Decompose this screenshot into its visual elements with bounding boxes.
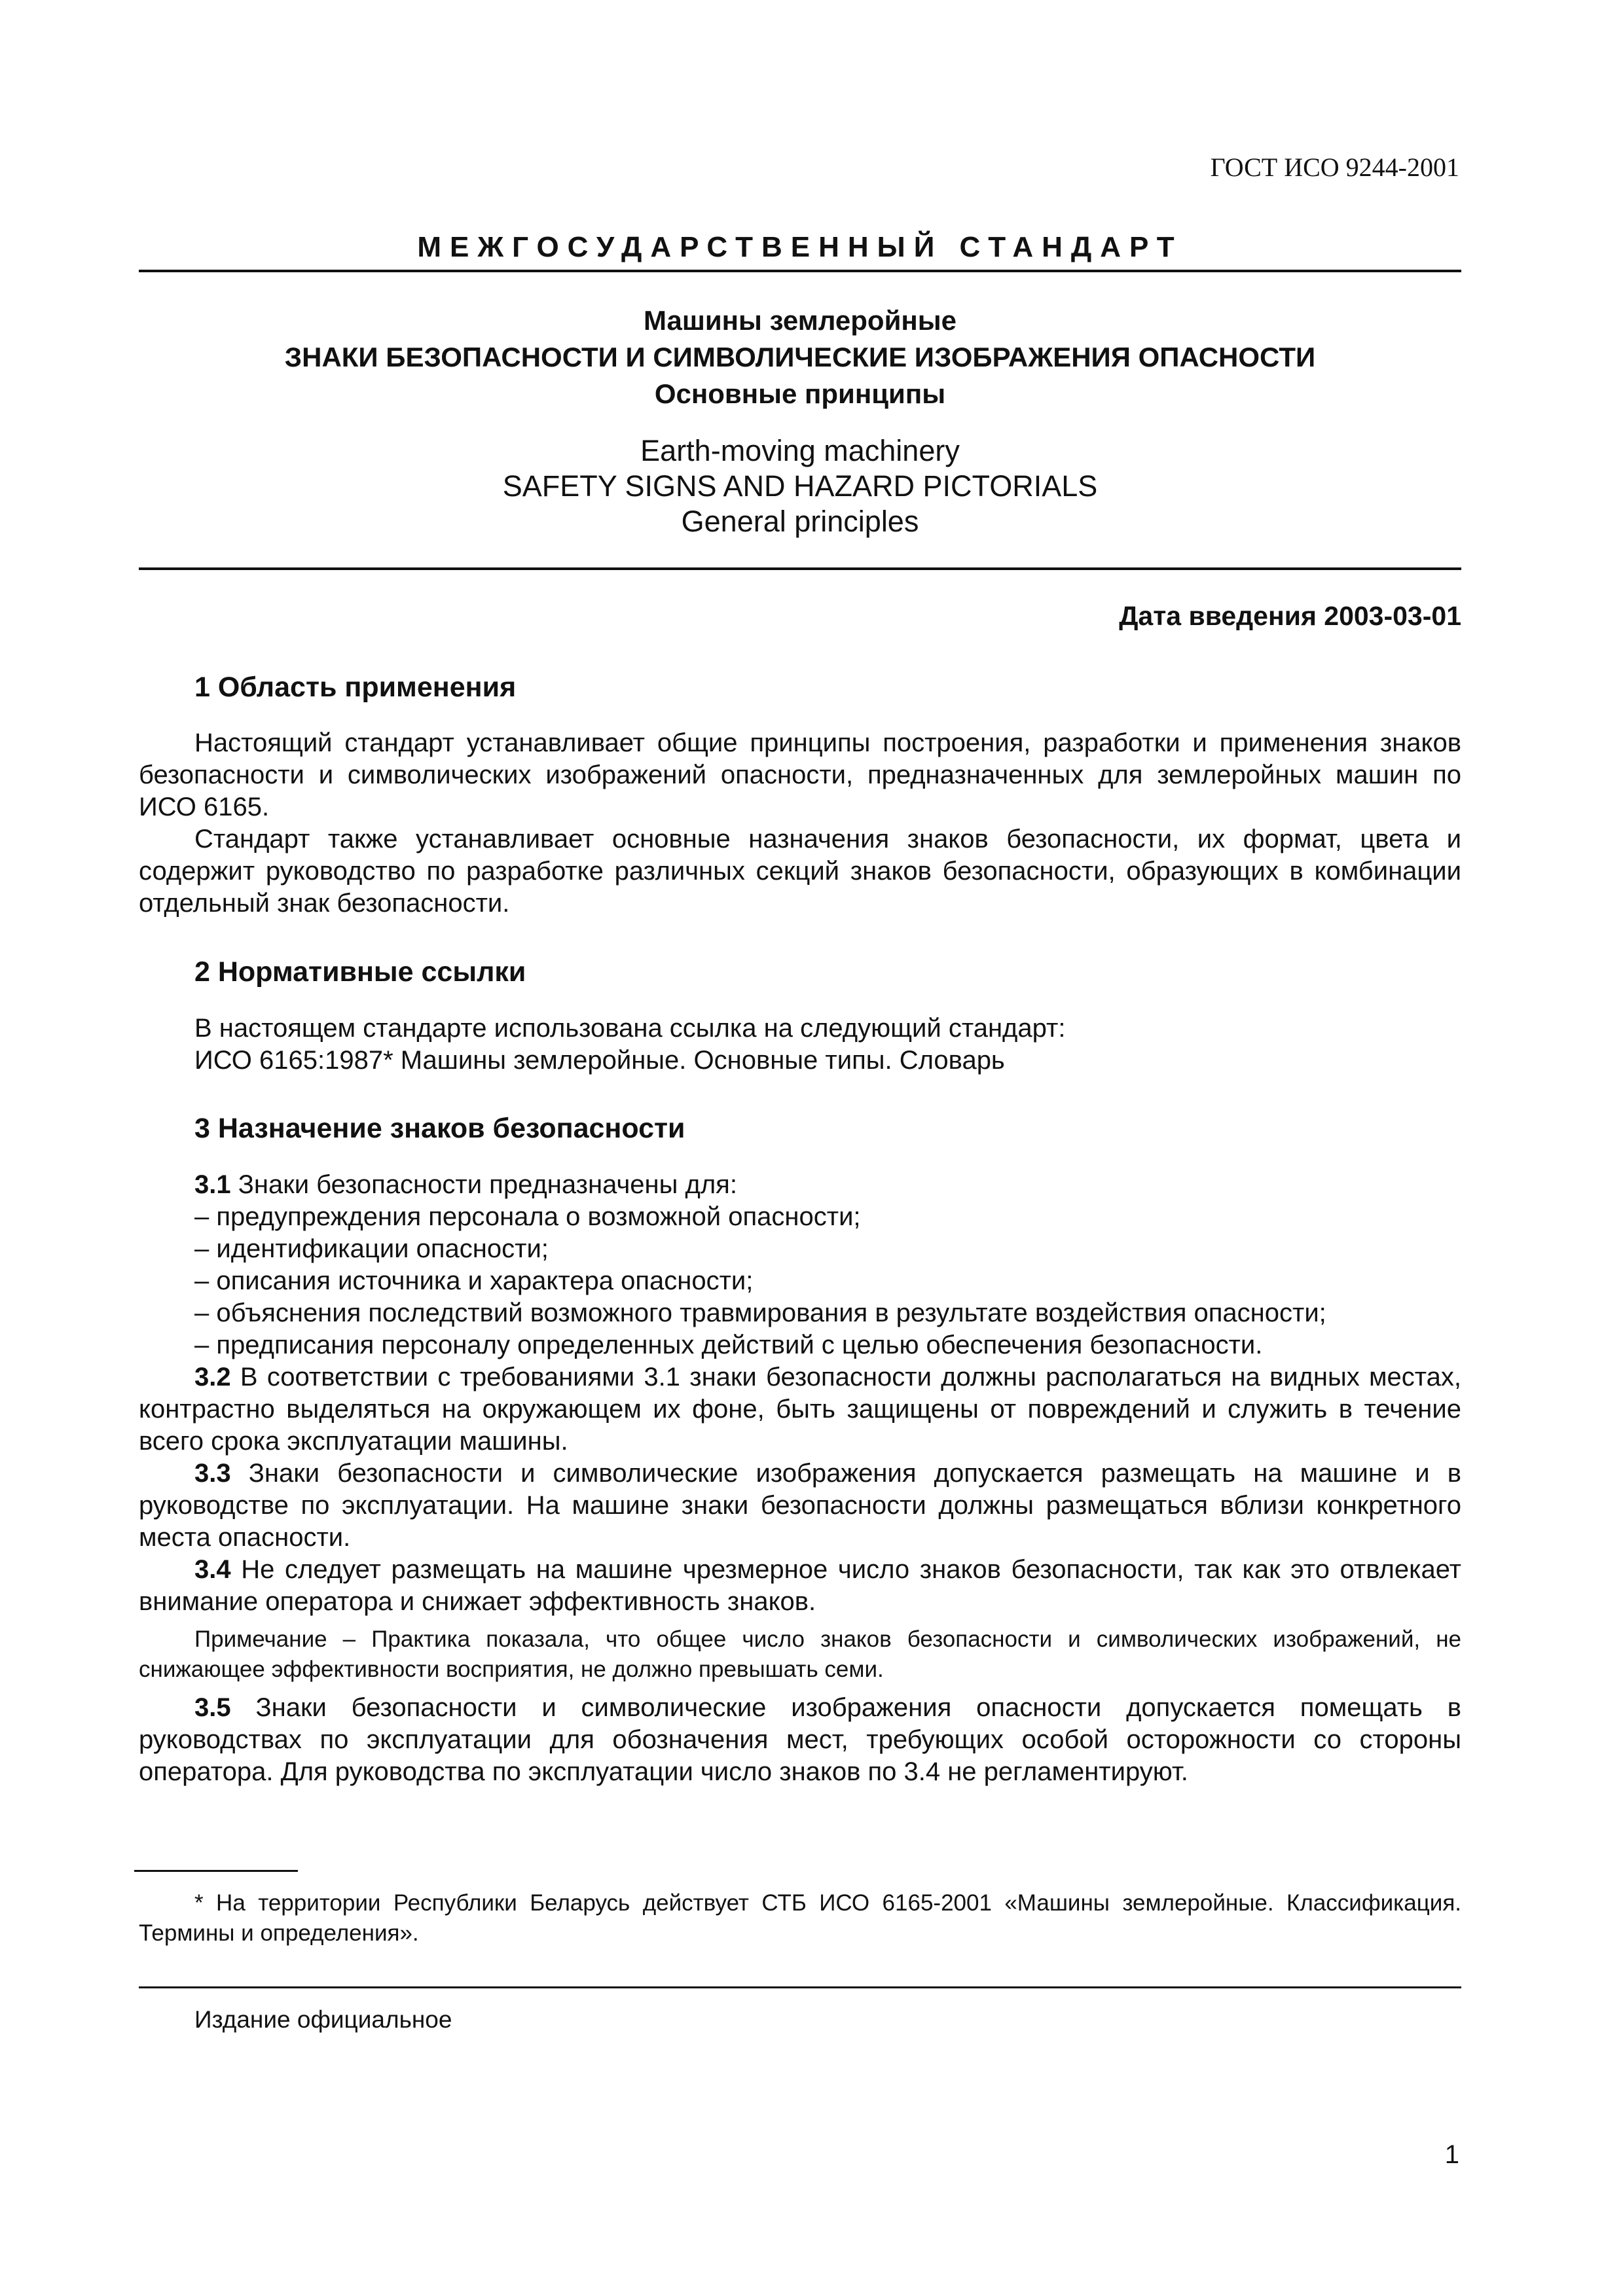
intro-date: Дата введения 2003-03-01 <box>1119 601 1461 631</box>
clause-3-2-text: В соответствии с требованиями 3.1 знаки безопасности должны располагаться на видных местах, контрастно выделяться на окружающем их фоне, быть защищены от повреждений и служить в течение всего срока эксплуатации машины. <box>139 1363 1461 1456</box>
clause-3-4-number: 3.4 <box>194 1555 231 1584</box>
title-ru-line2: ЗНАКИ БЕЗОПАСНОСТИ И СИМВОЛИЧЕСКИЕ ИЗОБРАЖЕНИЯ ОПАСНОСТИ <box>284 342 1316 372</box>
list-item: – объяснения последствий возможного травмирования в результате воздействия опасности; <box>194 1299 1326 1327</box>
title-en-line3: General principles <box>681 505 919 538</box>
footnote-divider <box>134 1870 298 1872</box>
clause-3-5-text: Знаки безопасности и символические изображения опасности допускается помещать в руководствах по эксплуатации для обозначения мест, требующих особой осторожности со стороны оператора. Для руководства по эксплуатации число знаков по 3.4 не регламентируют. <box>139 1693 1461 1786</box>
clause-3-4 <box>139 1554 1461 1618</box>
title-russian <box>139 302 1461 412</box>
section-2-line-1: В настоящем стандарте использована ссылка на следующий стандарт: <box>194 1014 1066 1043</box>
clause-3-2-number: 3.2 <box>194 1363 231 1391</box>
clause-3-5 <box>139 1692 1461 1788</box>
title-divider <box>139 567 1461 570</box>
title-en-line1: Earth-moving machinery <box>640 434 960 467</box>
list-item: – описания источника и характера опасности; <box>194 1266 754 1295</box>
footnote: * На территории Республики Беларусь действует СТБ ИСО 6165-2001 «Машины землеройные. Классификация. Термины и определения». <box>139 1890 1461 1946</box>
interstate-standard-title: МЕЖГОСУДАРСТВЕННЫЙ СТАНДАРТ <box>417 231 1183 263</box>
list-item: – идентификации опасности; <box>194 1234 549 1263</box>
title-ru-line3: Основные принципы <box>654 378 946 409</box>
clause-3-4-text: Не следует размещать на машине чрезмерное число знаков безопасности, так как это отвлекает внимание оператора и снижает эффективность знаков. <box>139 1555 1461 1616</box>
section-3-heading: 3 Назначение знаков безопасности <box>194 1113 685 1144</box>
edition-label: Издание официальное <box>194 2006 452 2033</box>
clause-3-3-number: 3.3 <box>194 1459 231 1488</box>
section-2-reference: ИСО 6165:1987* Машины землеройные. Основные типы. Словарь <box>194 1046 1005 1075</box>
clause-3-2 <box>139 1361 1461 1458</box>
clause-3-4-note: Примечание – Практика показала, что общее число знаков безопасности и символических изображений, не снижающее эффективности восприятия, не должно превышать семи. <box>139 1626 1461 1682</box>
clause-3-1-text: Знаки безопасности предназначены для: <box>230 1170 737 1199</box>
title-ru-line1: Машины землеройные <box>644 305 957 336</box>
clause-3-3-text: Знаки безопасности и символические изображения допускается размещать на машине и в руководстве по эксплуатации. На машине знаки безопасности должны размещаться вблизи конкретного места опасности. <box>139 1459 1461 1552</box>
clause-3-1-number: 3.1 <box>194 1170 231 1199</box>
list-item: – предписания персоналу определенных действий с целью обеспечения безопасности. <box>194 1331 1263 1359</box>
section-2-heading: 2 Нормативные ссылки <box>194 956 526 988</box>
section-1-paragraph-2: Стандарт также устанавливает основные назначения знаков безопасности, их формат, цвета и содержит руководство по разработке различных секций знаков безопасности, образующих в комбинации отдельный знак безопасности. <box>139 825 1461 918</box>
list-item: – предупреждения персонала о возможной опасности; <box>194 1202 861 1231</box>
title-english <box>139 433 1461 539</box>
clause-3-5-number: 3.5 <box>194 1693 231 1722</box>
footer-divider <box>139 1986 1461 1988</box>
page-number: 1 <box>1444 2140 1459 2169</box>
clause-3-1 <box>194 1169 737 1201</box>
header-divider <box>139 270 1461 272</box>
standard-number: ГОСТ ИСО 9244-2001 <box>1210 152 1459 182</box>
clause-3-3 <box>139 1458 1461 1554</box>
title-en-line2: SAFETY SIGNS AND HAZARD PICTORIALS <box>502 469 1098 503</box>
section-1-heading: 1 Область применения <box>194 672 517 703</box>
section-1-paragraph-1: Настоящий стандарт устанавливает общие принципы построения, разработки и применения знаков безопасности и символических изображений опасности, предназначенных для землеройных машин по ИСО 6165. <box>139 728 1461 821</box>
